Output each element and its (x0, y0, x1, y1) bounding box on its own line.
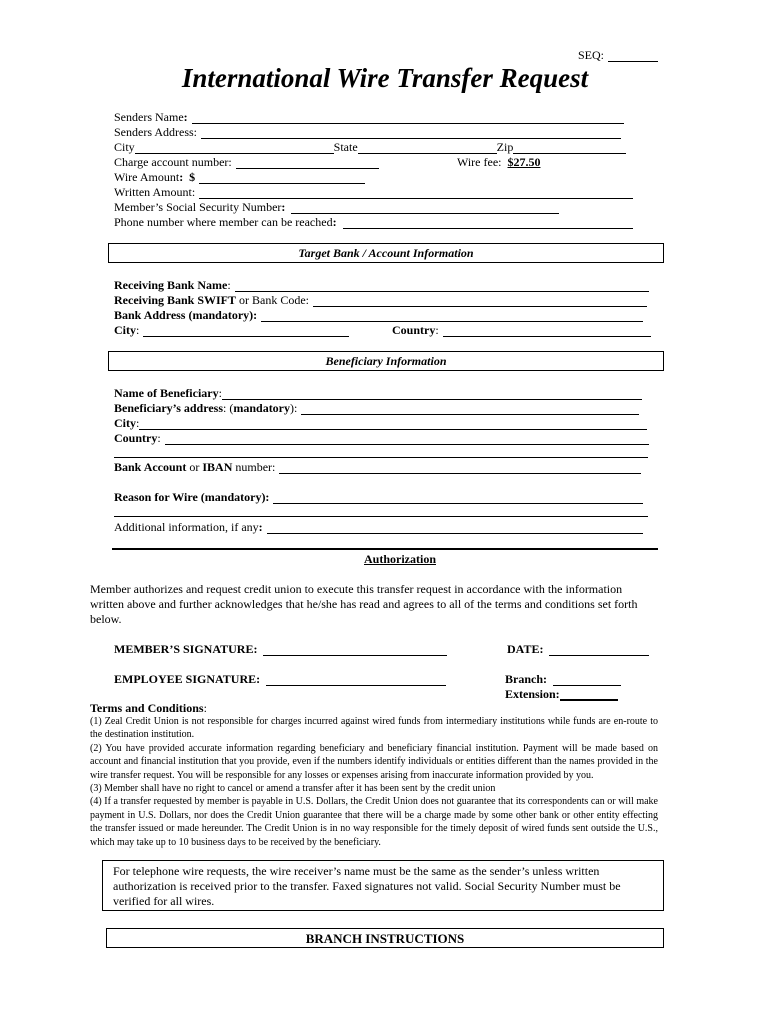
beneficiary-country-row: Country : (114, 431, 649, 445)
seq-field (578, 48, 658, 62)
phone-row: Phone number where member can be reached : (114, 215, 633, 229)
senders-name-label: Senders Name (114, 110, 184, 124)
telephone-notice-box (102, 860, 664, 911)
beneficiary-address-field[interactable] (301, 402, 639, 415)
bank-city-label: City (114, 323, 136, 337)
branch-row (505, 672, 621, 686)
city-state-zip-row (114, 140, 626, 154)
page-title: International Wire Transfer Request (181, 63, 589, 93)
wire-fee-row (457, 155, 540, 169)
beneficiary-address-label: Beneficiary’s address (114, 401, 223, 415)
beneficiary-city-row: City : (114, 416, 647, 430)
written-amount-label: Written Amount: (114, 185, 196, 199)
bank-account-field[interactable] (279, 461, 641, 474)
bank-country-label: Country (392, 323, 436, 337)
bank-city-field[interactable] (143, 324, 349, 337)
terms-heading: Terms and Conditions : (90, 701, 207, 715)
charge-account-row (114, 155, 379, 169)
branch-label: Branch: (505, 672, 547, 686)
bank-account-label: Bank Account (114, 460, 187, 474)
senders-address-label: Senders Address: (114, 125, 197, 139)
member-signature-label: MEMBER’S SIGNATURE: (114, 642, 258, 656)
extension-field[interactable] (560, 687, 618, 701)
ssn-field[interactable] (291, 201, 559, 214)
city-field[interactable] (135, 141, 334, 154)
bank-country-row: Country : (392, 323, 651, 337)
wire-fee-label: Wire fee: (457, 155, 502, 169)
employee-signature-field[interactable] (266, 673, 446, 686)
senders-address-row (114, 125, 621, 139)
wire-amount-label: Wire Amount (114, 170, 180, 184)
seq-input[interactable] (608, 49, 658, 62)
swift-row: Receiving Bank SWIFT or Bank Code: (114, 293, 647, 307)
additional-info-row: Additional information, if any : (114, 520, 643, 534)
terms-item: (2) You have provided accurate information regarding beneficiary and beneficiary financial institution. Payment will be made based on account and financial institution that you provide, even if the numbers identify individuals or entities different than the names provided in the wire transfer request. You will be responsible for any losses or expenses arising from inaccurate information provided by you. (90, 742, 658, 781)
beneficiary-name-field[interactable] (222, 387, 642, 400)
bank-address-label: Bank Address (mandatory): (114, 308, 258, 322)
member-signature-row (114, 642, 447, 656)
employee-signature-label: EMPLOYEE SIGNATURE: (114, 672, 261, 686)
member-signature-field[interactable] (263, 643, 447, 656)
seq-label: SEQ: (578, 48, 605, 62)
extension-row (505, 687, 618, 701)
bank-country-field[interactable] (443, 324, 651, 337)
zip-label: Zip (496, 140, 514, 154)
phone-label: Phone number where member can be reached (114, 215, 333, 229)
terms-heading-label: Terms and Conditions (90, 701, 204, 715)
branch-instructions-box (106, 928, 664, 948)
terms-item: (3) Member shall have no right to cancel or amend a transfer after it has been sent by the credit union (90, 783, 496, 795)
city-label: City (114, 140, 135, 154)
senders-name-field[interactable] (192, 111, 624, 124)
ssn-row: Member’s Social Security Number : (114, 200, 559, 214)
charge-account-field[interactable] (236, 156, 379, 169)
beneficiary-name-row: Name of Beneficiary : (114, 386, 642, 400)
wire-fee-value: $27.50 (507, 155, 541, 169)
receiving-bank-name-field[interactable] (235, 279, 649, 292)
target-bank-header (108, 243, 664, 263)
reason-label: Reason for Wire (mandatory): (114, 490, 270, 504)
date-field[interactable] (549, 643, 649, 656)
phone-field[interactable] (343, 216, 633, 229)
beneficiary-country-field[interactable] (165, 432, 649, 445)
senders-address-field[interactable] (201, 126, 621, 139)
additional-info-label: Additional information, if any (114, 520, 259, 534)
additional-info-field[interactable] (267, 521, 643, 534)
state-label: State (333, 140, 358, 154)
terms-list (90, 715, 658, 849)
beneficiary-city-label: City (114, 416, 136, 430)
written-amount-field[interactable] (199, 186, 633, 199)
beneficiary-city-field[interactable] (139, 417, 647, 430)
beneficiary-title: Beneficiary Information (325, 354, 447, 368)
terms-item: (1) Zeal Credit Union is not responsible for charges incurred against wired funds from intermediary institutions while funds are en-route to the destination institution. (90, 716, 658, 741)
authorization-divider (112, 548, 658, 550)
wire-amount-field[interactable] (199, 171, 365, 184)
reason-row (114, 490, 643, 504)
beneficiary-header (108, 351, 664, 371)
reason-field[interactable] (273, 491, 643, 504)
ssn-label: Member’s Social Security Number (114, 200, 282, 214)
date-row (507, 642, 649, 656)
receiving-bank-name-label: Receiving Bank Name (114, 278, 228, 292)
bank-city-row: City : (114, 323, 349, 337)
authorization-text: Member authorizes and request credit union to execute this transfer request in accordance with the information written above and further acknowledges that he/she has read and agrees to all of the terms and conditions set forth below. (90, 582, 638, 626)
swift-label: Receiving Bank SWIFT (114, 293, 237, 307)
zip-field[interactable] (513, 141, 626, 154)
charge-account-label: Charge account number: (114, 155, 232, 169)
beneficiary-extra-line[interactable] (114, 445, 648, 458)
authorization-title: Authorization (364, 552, 436, 566)
swift-field[interactable] (313, 294, 647, 307)
beneficiary-address-row: Beneficiary’s address : ( mandatory ): (114, 401, 639, 415)
terms-item: (4) If a transfer requested by member is payable in U.S. Dollars, the Credit Union does not guarantee that its correspondents can or will make payment in U.S. Dollars, nor does the Credit Union guarantee that there will be a charge made by some other bank or other entity effecting the transfer issued or made hereunder. The Credit Union is in no way responsible for the timely deposit of wired funds sent outside the U.S., which may take up to 10 business days to be received by the beneficiary. (90, 796, 658, 848)
receiving-bank-name-row: Receiving Bank Name : (114, 278, 649, 292)
telephone-notice-text: For telephone wire requests, the wire receiver’s name must be the same as the sender’s unless written authorization is received prior to the transfer. Faxed signatures not valid. Social Security Number must be verified for all wires. (113, 864, 621, 908)
date-label: DATE: (507, 642, 544, 656)
beneficiary-country-label: Country (114, 431, 158, 445)
employee-signature-row (114, 672, 446, 686)
branch-instructions-title: BRANCH INSTRUCTIONS (305, 931, 465, 946)
reason-extra-line[interactable] (114, 504, 648, 517)
senders-name-row: Senders Name : (114, 110, 624, 124)
bank-address-field[interactable] (261, 309, 643, 322)
wire-amount-row: Wire Amount : $ (114, 170, 365, 184)
extension-label: Extension: (505, 687, 560, 701)
state-field[interactable] (358, 141, 497, 154)
bank-address-row (114, 308, 643, 322)
branch-field[interactable] (553, 673, 621, 686)
written-amount-row (114, 185, 633, 199)
target-bank-title: Target Bank / Account Information (298, 246, 474, 260)
bank-account-row: Bank Account or IBAN number: (114, 460, 641, 474)
beneficiary-name-label: Name of Beneficiary (114, 386, 219, 400)
